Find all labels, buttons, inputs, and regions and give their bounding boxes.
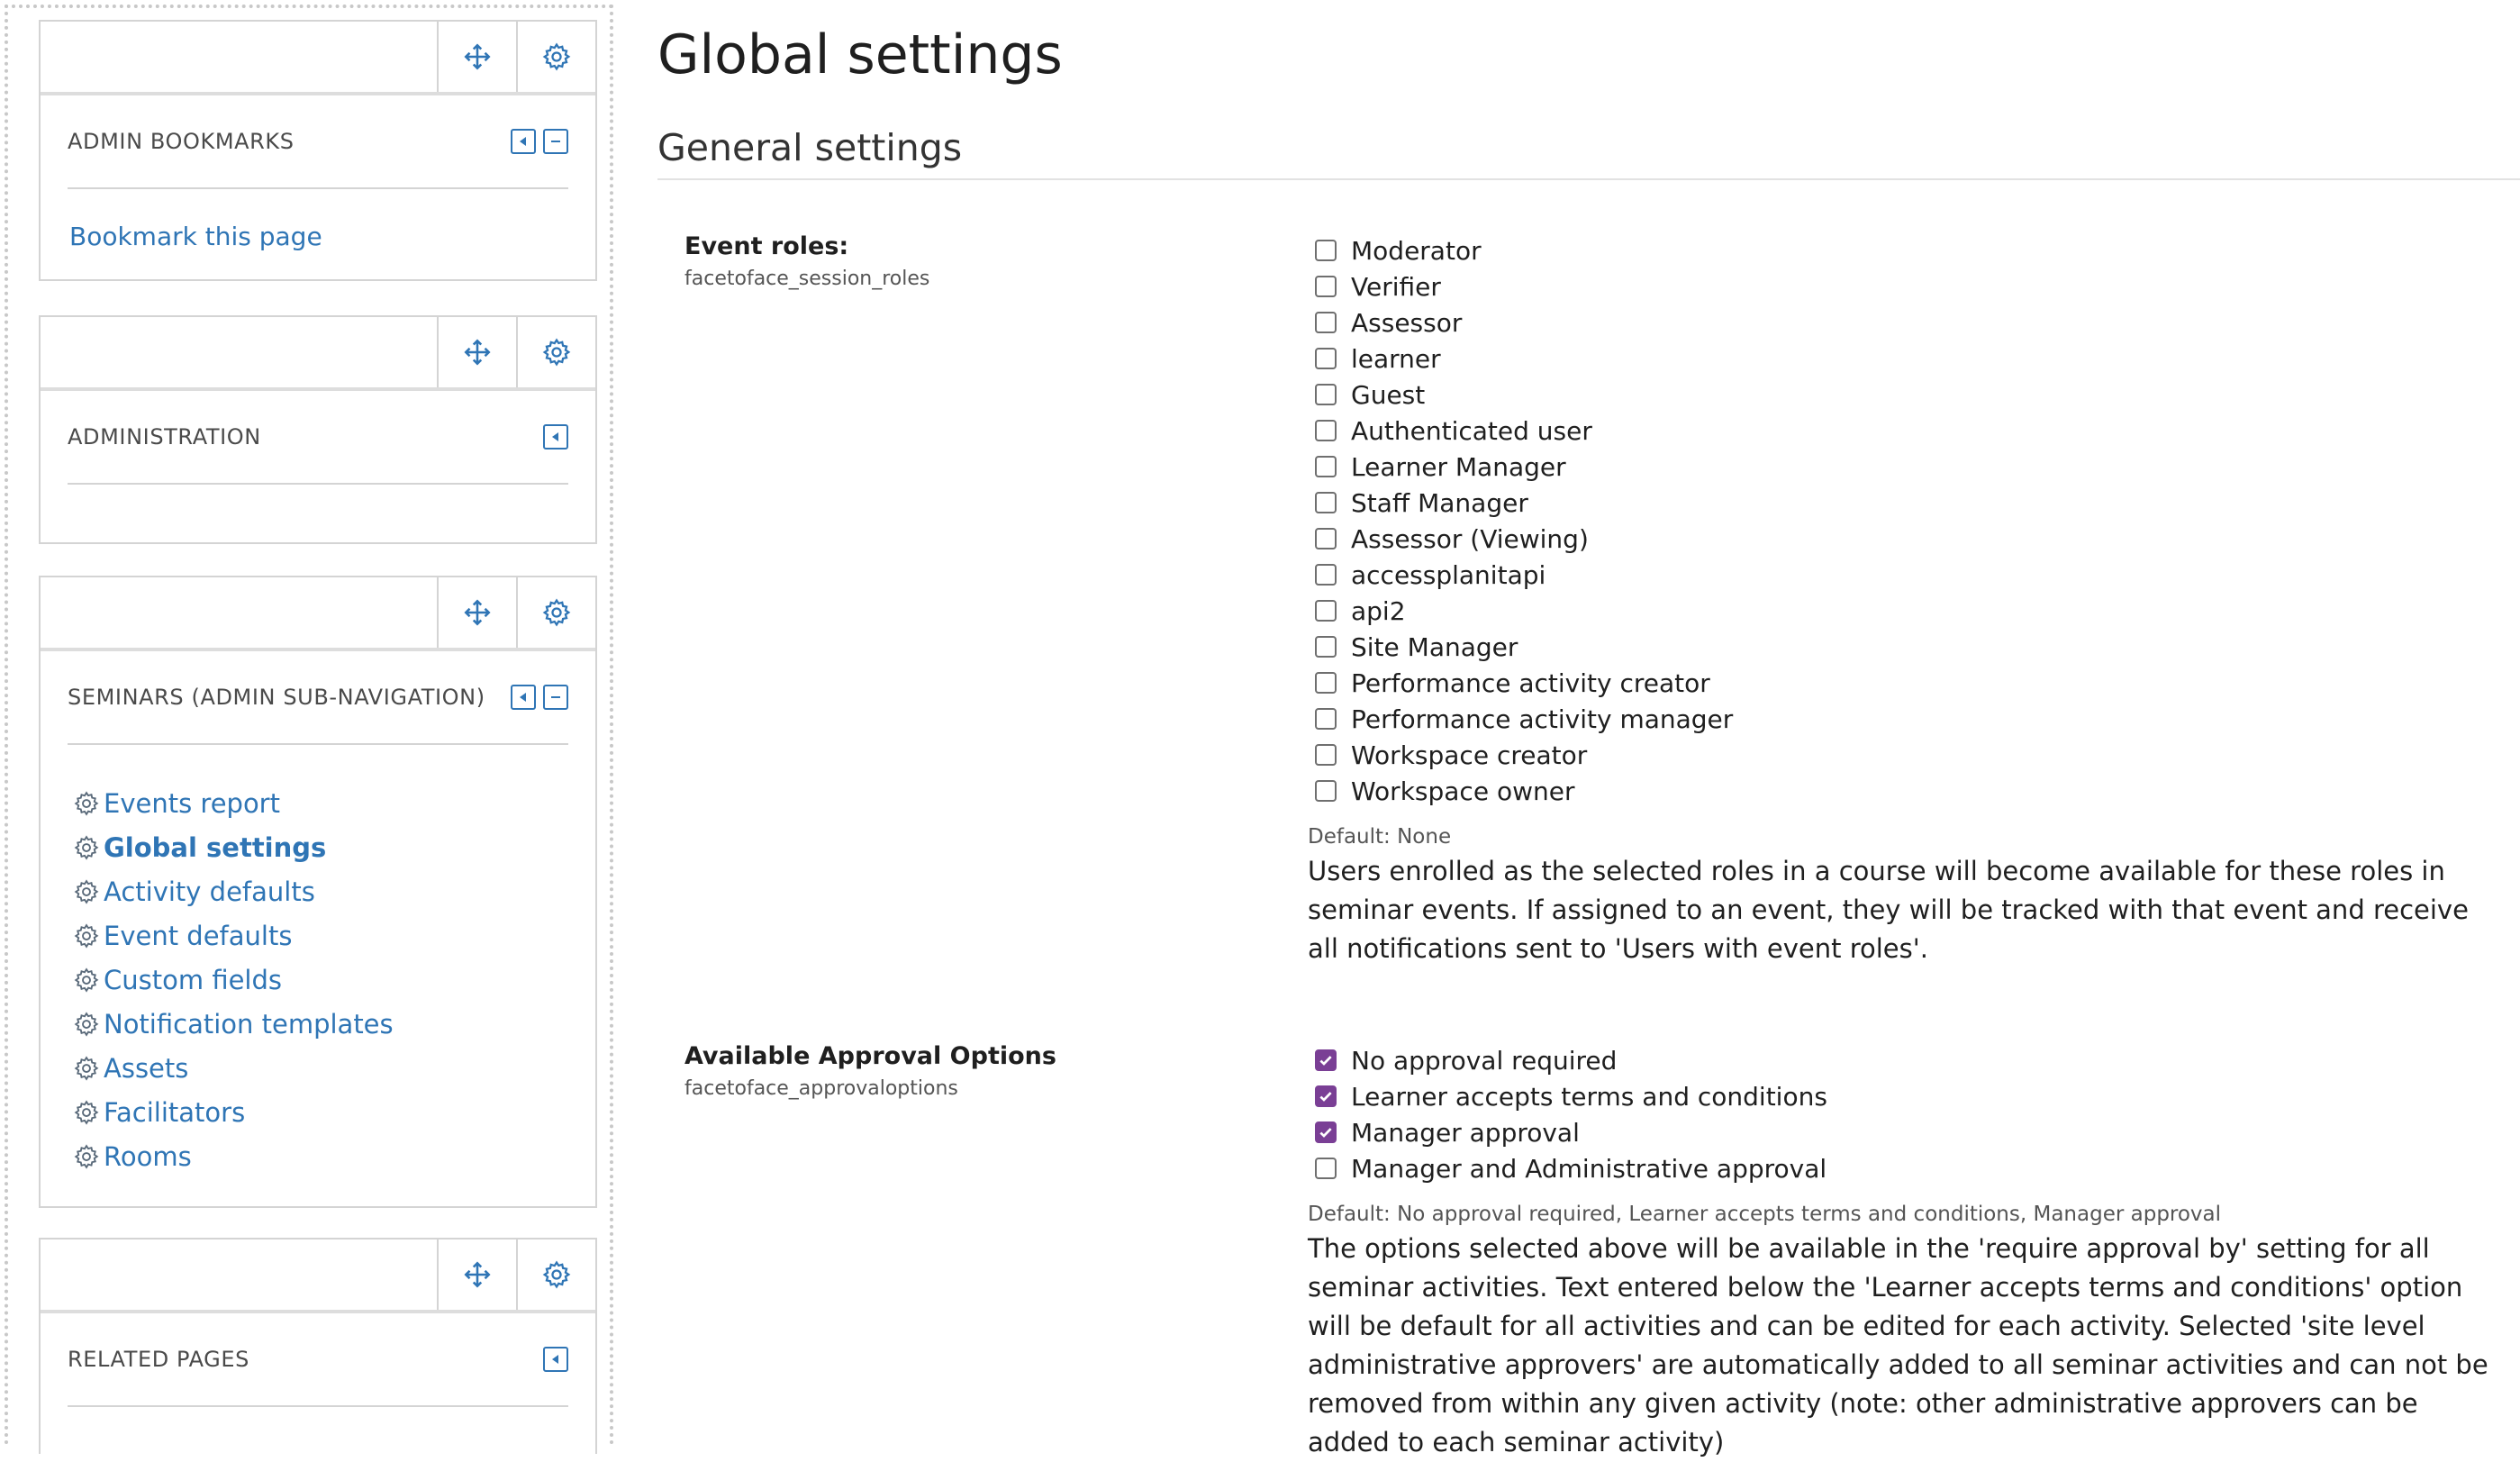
gear-icon bbox=[73, 878, 100, 905]
gear-icon bbox=[73, 790, 100, 817]
checkbox-option[interactable] bbox=[1308, 629, 2506, 665]
collapse-left-icon bbox=[549, 431, 562, 443]
nav-item-activity-defaults[interactable] bbox=[73, 869, 595, 913]
checkbox-option[interactable] bbox=[1308, 485, 2506, 521]
setting-default: Default: No approval required, Learner accepts terms and conditions, Manager approval bbox=[1308, 1203, 2222, 1226]
checkbox-option[interactable] bbox=[1308, 449, 2506, 485]
nav-link[interactable]: Assets bbox=[104, 1052, 189, 1084]
checkbox[interactable] bbox=[1315, 744, 1337, 766]
block-header bbox=[68, 651, 568, 745]
gear-icon bbox=[73, 967, 100, 994]
block-controls bbox=[41, 577, 595, 651]
setting-label bbox=[684, 232, 929, 290]
nav-link[interactable]: Rooms bbox=[104, 1140, 192, 1172]
checkbox-label: api2 bbox=[1351, 595, 1406, 626]
seminars-block bbox=[39, 576, 597, 1208]
checkbox-label: Staff Manager bbox=[1351, 487, 1528, 518]
block-header bbox=[68, 1313, 568, 1407]
move-block-button[interactable] bbox=[437, 317, 516, 387]
checkbox-option[interactable] bbox=[1308, 665, 2506, 701]
checkbox-label: Moderator bbox=[1351, 235, 1482, 266]
checkbox-label: Workspace owner bbox=[1351, 776, 1575, 806]
block-controls bbox=[41, 22, 595, 95]
nav-link[interactable]: Event defaults bbox=[104, 920, 293, 951]
dock-block-button[interactable] bbox=[511, 129, 536, 154]
checkbox-option[interactable] bbox=[1308, 773, 2506, 809]
block-controls bbox=[41, 317, 595, 391]
checkbox-option[interactable] bbox=[1308, 413, 2506, 449]
checkbox-option[interactable] bbox=[1308, 377, 2506, 413]
nav-link[interactable]: Custom fields bbox=[104, 964, 283, 995]
checkbox[interactable] bbox=[1315, 276, 1337, 297]
nav-item-event-defaults[interactable] bbox=[73, 913, 595, 958]
nav-item-notification-templates[interactable] bbox=[73, 1002, 595, 1046]
related-pages-block bbox=[39, 1238, 597, 1454]
block-title: ADMINISTRATION bbox=[68, 424, 261, 449]
gear-icon bbox=[541, 597, 572, 628]
gear-icon bbox=[541, 1259, 572, 1290]
checkbox-option[interactable] bbox=[1308, 521, 2506, 557]
administration-block bbox=[39, 315, 597, 544]
checkbox[interactable] bbox=[1315, 564, 1337, 586]
dock-block-button[interactable] bbox=[511, 685, 536, 710]
admin-bookmarks-block bbox=[39, 20, 597, 281]
checkbox-label: Site Manager bbox=[1351, 631, 1518, 662]
collapse-left-icon bbox=[517, 135, 530, 148]
move-block-button[interactable] bbox=[437, 22, 516, 92]
checkbox-option[interactable] bbox=[1308, 304, 2506, 341]
seminar-nav-list bbox=[73, 781, 595, 1178]
setting-body bbox=[1308, 232, 2506, 968]
checkbox-label: Performance activity creator bbox=[1351, 667, 1710, 698]
move-block-button[interactable] bbox=[437, 1240, 516, 1310]
nav-item-facilitators[interactable] bbox=[73, 1090, 595, 1134]
nav-item-events-report[interactable] bbox=[73, 781, 595, 825]
collapse-left-icon bbox=[549, 1353, 562, 1366]
block-header bbox=[68, 391, 568, 485]
block-title: SEMINARS (ADMIN SUB-NAVIGATION) bbox=[68, 685, 485, 710]
checkmark-icon bbox=[1318, 1052, 1334, 1068]
checkbox[interactable] bbox=[1315, 1121, 1337, 1143]
nav-link[interactable]: Notification templates bbox=[104, 1008, 394, 1040]
setting-name: Available Approval Options bbox=[684, 1042, 1056, 1070]
checkbox-label: accessplanitapi bbox=[1351, 559, 1546, 590]
minimize-icon bbox=[549, 691, 562, 704]
checkbox[interactable] bbox=[1315, 240, 1337, 261]
checkbox[interactable] bbox=[1315, 348, 1337, 369]
checkbox-option[interactable] bbox=[1308, 268, 2506, 304]
checkbox-option[interactable] bbox=[1308, 701, 2506, 737]
checkbox-label: Authenticated user bbox=[1351, 415, 1592, 446]
checkbox[interactable] bbox=[1315, 636, 1337, 658]
gear-icon bbox=[541, 337, 572, 368]
checkbox[interactable] bbox=[1315, 312, 1337, 333]
checkmark-icon bbox=[1318, 1124, 1334, 1140]
move-icon bbox=[462, 597, 493, 628]
checkbox-option[interactable] bbox=[1308, 557, 2506, 593]
setting-key: facetoface_approvaloptions bbox=[684, 1077, 958, 1100]
checkbox[interactable] bbox=[1315, 780, 1337, 802]
page-title: Global settings bbox=[657, 23, 1063, 86]
nav-link[interactable]: Events report bbox=[104, 787, 280, 819]
checkbox[interactable] bbox=[1315, 600, 1337, 622]
move-icon bbox=[462, 41, 493, 72]
bookmark-this-page-link[interactable]: Bookmark this page bbox=[69, 222, 322, 251]
checkbox[interactable] bbox=[1315, 528, 1337, 549]
dock-block-button[interactable] bbox=[543, 424, 568, 449]
checkbox-option[interactable] bbox=[1308, 232, 2506, 268]
collapse-left-icon bbox=[517, 691, 530, 704]
checkbox-label: Verifier bbox=[1351, 271, 1441, 302]
block-settings-button[interactable] bbox=[516, 577, 595, 648]
setting-default: Default: None bbox=[1308, 825, 1452, 849]
setting-body bbox=[1308, 1042, 2506, 1462]
checkbox-option[interactable] bbox=[1308, 593, 2506, 629]
checkbox[interactable] bbox=[1315, 1158, 1337, 1179]
gear-icon bbox=[73, 1011, 100, 1038]
setting-description: Users enrolled as the selected roles in a course will become available for these roles in seminar events. If assigned to an event, they will be tracked with that event and receive all notifications sent to 'Users with event roles'. bbox=[1308, 856, 2469, 964]
gear-icon bbox=[73, 1099, 100, 1126]
move-block-button[interactable] bbox=[437, 577, 516, 648]
checkmark-icon bbox=[1318, 1088, 1334, 1104]
hide-block-button[interactable] bbox=[543, 685, 568, 710]
checkbox-option[interactable] bbox=[1308, 341, 2506, 377]
setting-name: Event roles: bbox=[684, 232, 849, 260]
checkbox-label: learner bbox=[1351, 343, 1441, 374]
checkbox[interactable] bbox=[1315, 384, 1337, 405]
checkbox-label: Assessor (Viewing) bbox=[1351, 523, 1589, 554]
checkbox-label: Learner Manager bbox=[1351, 451, 1566, 482]
checkbox[interactable] bbox=[1315, 708, 1337, 730]
checkbox[interactable] bbox=[1315, 1085, 1337, 1107]
nav-item-rooms[interactable] bbox=[73, 1134, 595, 1178]
setting-description: The options selected above will be available in the 'require approval by' setting for all seminar activities. Text entered below the 'Learner accepts terms and conditions' option will be default for all activities and can be edited for each activity. Selected 'site level administrative approvers' are automatically added to all seminar activities and can not be removed from within any given activity (note: other administrative approvers can be added to each seminar activity) bbox=[1308, 1233, 2488, 1457]
nav-item-custom-fields[interactable] bbox=[73, 958, 595, 1002]
gear-icon bbox=[541, 41, 572, 72]
gear-icon bbox=[73, 1143, 100, 1170]
checkbox[interactable] bbox=[1315, 492, 1337, 513]
checkbox-label: Learner accepts terms and conditions bbox=[1351, 1081, 1827, 1112]
checkbox-option[interactable] bbox=[1308, 1150, 2506, 1186]
block-settings-button[interactable] bbox=[516, 317, 595, 387]
checkbox[interactable] bbox=[1315, 1049, 1337, 1071]
hide-block-button[interactable] bbox=[543, 129, 568, 154]
gear-icon bbox=[73, 922, 100, 949]
checkbox-label: No approval required bbox=[1351, 1045, 1618, 1076]
setting-label bbox=[684, 1042, 1056, 1100]
nav-link[interactable]: Global settings bbox=[104, 831, 327, 863]
dock-block-button[interactable] bbox=[543, 1347, 568, 1372]
checkbox-label: Manager approval bbox=[1351, 1117, 1580, 1148]
checkbox-option[interactable] bbox=[1308, 737, 2506, 773]
checkbox-label: Workspace creator bbox=[1351, 740, 1588, 770]
nav-item-global-settings[interactable] bbox=[73, 825, 595, 869]
block-title: RELATED PAGES bbox=[68, 1347, 249, 1372]
section-title: General settings bbox=[657, 126, 2520, 180]
block-region bbox=[5, 5, 613, 1446]
checkbox-option[interactable] bbox=[1308, 1042, 2506, 1078]
gear-icon bbox=[73, 834, 100, 861]
checkbox-label: Guest bbox=[1351, 379, 1426, 410]
checkbox-option[interactable] bbox=[1308, 1078, 2506, 1114]
move-icon bbox=[462, 1259, 493, 1290]
checkbox-label: Manager and Administrative approval bbox=[1351, 1153, 1827, 1184]
event-roles-options bbox=[1308, 232, 2506, 809]
block-controls bbox=[41, 1240, 595, 1313]
nav-link[interactable]: Activity defaults bbox=[104, 876, 315, 907]
checkbox[interactable] bbox=[1315, 456, 1337, 477]
checkbox[interactable] bbox=[1315, 420, 1337, 441]
checkbox-label: Performance activity manager bbox=[1351, 704, 1734, 734]
nav-link[interactable]: Facilitators bbox=[104, 1096, 246, 1128]
nav-item-assets[interactable] bbox=[73, 1046, 595, 1090]
checkbox[interactable] bbox=[1315, 672, 1337, 694]
minimize-icon bbox=[549, 135, 562, 148]
checkbox-option[interactable] bbox=[1308, 1114, 2506, 1150]
checkbox-label: Assessor bbox=[1351, 307, 1463, 338]
gear-icon bbox=[73, 1055, 100, 1082]
block-settings-button[interactable] bbox=[516, 1240, 595, 1310]
block-title: ADMIN BOOKMARKS bbox=[68, 129, 295, 154]
approval-options bbox=[1308, 1042, 2506, 1186]
block-settings-button[interactable] bbox=[516, 22, 595, 92]
move-icon bbox=[462, 337, 493, 368]
setting-key: facetoface_session_roles bbox=[684, 268, 930, 290]
block-header bbox=[68, 95, 568, 189]
